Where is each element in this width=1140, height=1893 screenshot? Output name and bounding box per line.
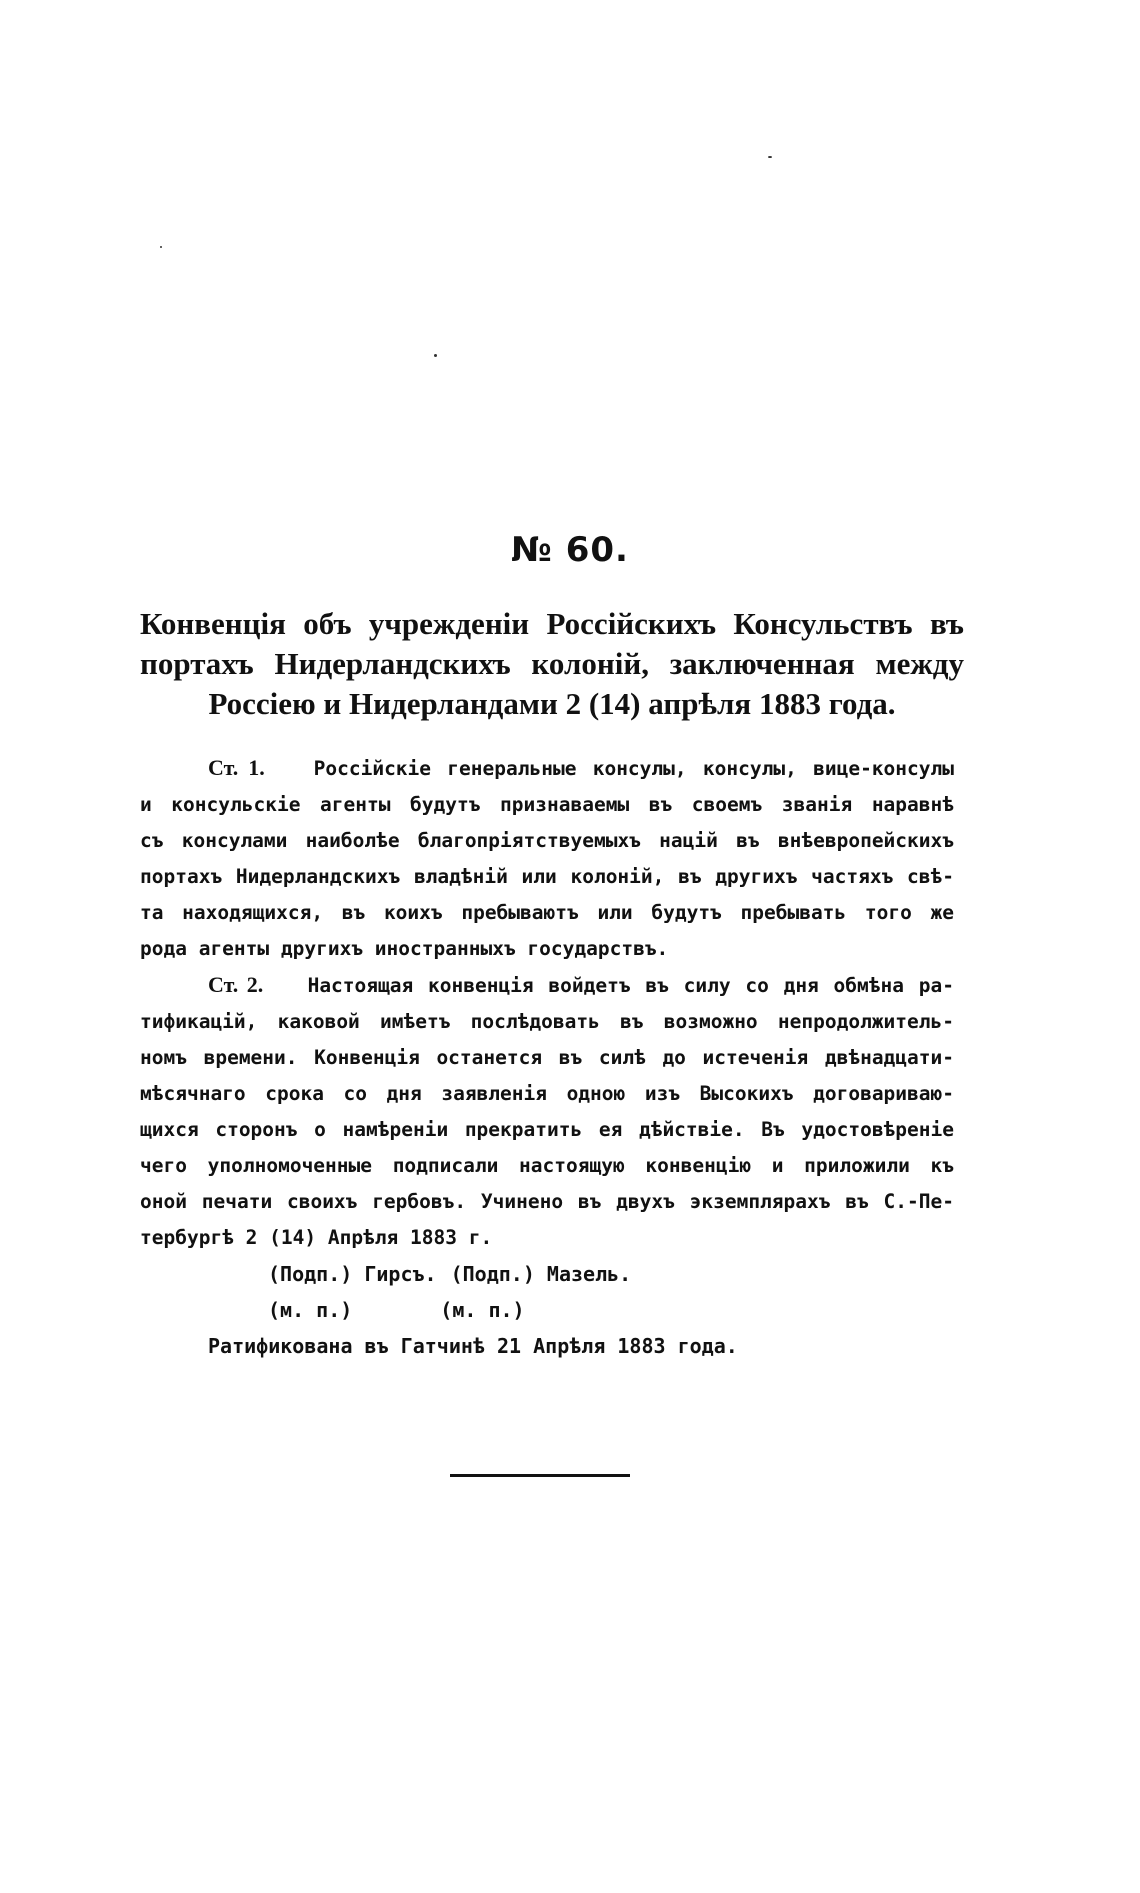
article-line: щихся сторонъ о намѣреніи прекратить ея дѣйствіе. Въ удостовѣреніе	[140, 1118, 954, 1141]
article-line: чего уполномоченные подписали настоящую конвенцію и приложили къ	[140, 1154, 954, 1177]
article-line: съ консулами наиболѣе благопріятствуемыхъ націй въ внѣевропейскихъ	[140, 829, 954, 852]
scan-speck	[768, 156, 772, 158]
signature-row	[140, 1256, 954, 1292]
scan-speck	[160, 246, 162, 248]
document-body	[140, 750, 954, 1364]
signature-mazel: (Подп.) Мазель.	[450, 1262, 632, 1286]
seal-row	[140, 1292, 954, 1328]
article-line: тербургѣ 2 (14) Апрѣля 1883 г.	[140, 1226, 493, 1249]
scan-speck	[434, 354, 437, 357]
article-line: оной печати своихъ гербовъ. Учинено въ двухъ экземплярахъ въ С.-Пе-	[140, 1190, 954, 1213]
closing-rule	[450, 1474, 630, 1477]
article-line: портахъ Нидерландскихъ владѣній или колоній, въ другихъ частяхъ свѣ-	[140, 865, 954, 888]
signature-girs: (Подп.) Гирсъ.	[268, 1262, 437, 1286]
article-line: мѣсячнаго срока со дня заявленія одною изъ Высокихъ договариваю-	[140, 1082, 954, 1105]
article-line: и консульскіе агенты будутъ признаваемы въ своемъ званія наравнѣ	[140, 793, 954, 816]
article-line: Ст. 2. Настоящая конвенція войдетъ въ силу со дня обмѣна ра-	[208, 972, 954, 997]
seal-mark: (м. п.)	[268, 1298, 353, 1322]
article-1	[140, 750, 954, 967]
title-line: портахъ Нидерландскихъ колоній, заключенная между	[140, 646, 964, 681]
document-title	[140, 604, 964, 724]
article-label: Ст. 1.	[208, 755, 265, 780]
article-label: Ст. 2.	[208, 972, 264, 997]
ratification-note: Ратификована въ Гатчинѣ 21 Апрѣля 1883 года.	[208, 1334, 738, 1358]
article-line: Ст. 1. Россійскіе генеральные консулы, консулы, вице-консулы	[208, 755, 954, 780]
title-line: Россіею и Нидерландами 2 (14) апрѣля 1883 года.	[208, 686, 896, 721]
seal-mark: (м. п.)	[440, 1298, 525, 1322]
article-line: тификацій, каковой имѣетъ послѣдовать въ возможно непродолжитель-	[140, 1010, 954, 1033]
title-line: Конвенція объ учрежденіи Россійскихъ Консульствъ въ	[140, 606, 964, 641]
document-number: № 60.	[511, 530, 629, 570]
article-line: та находящихся, въ коихъ пребываютъ или будутъ пребывать того же	[140, 901, 954, 924]
article-line: рода агенты другихъ иностранныхъ государствъ.	[140, 937, 669, 960]
article-2	[140, 967, 954, 1256]
article-line: номъ времени. Конвенція останется въ силѣ до истеченія двѣнадцати-	[140, 1046, 954, 1069]
